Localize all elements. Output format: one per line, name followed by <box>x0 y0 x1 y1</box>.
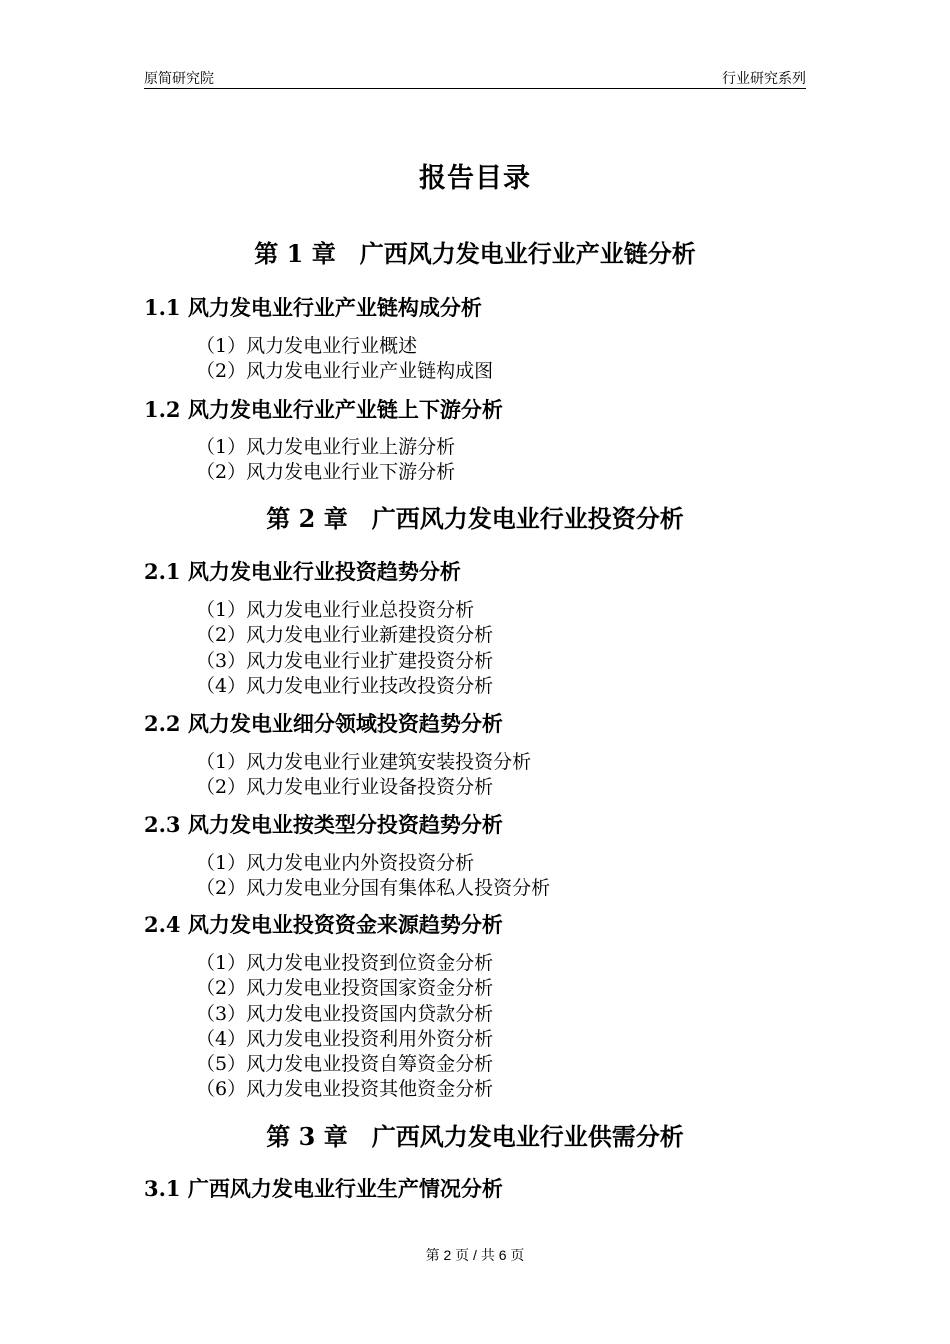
page-header <box>144 66 806 89</box>
toc-item: （6）风力发电业投资其他资金分析 <box>196 1078 494 1100</box>
section-2-2-heading: 2.2 风力发电业细分领域投资趋势分析 <box>144 711 503 736</box>
header-org: 原简研究院 <box>144 70 214 86</box>
toc-item: （1）风力发电业行业总投资分析 <box>196 599 475 621</box>
toc-item: （2）风力发电业行业产业链构成图 <box>196 360 494 382</box>
toc-item: （1）风力发电业行业建筑安装投资分析 <box>196 751 532 773</box>
section-3-1-heading: 3.1 广西风力发电业行业生产情况分析 <box>144 1176 503 1201</box>
toc-item: （3）风力发电业投资国内贷款分析 <box>196 1003 494 1025</box>
section-1-2-heading: 1.2 风力发电业行业产业链上下游分析 <box>144 397 503 422</box>
toc-item: （1）风力发电业投资到位资金分析 <box>196 952 494 974</box>
page-footer: 第 2 页 / 共 6 页 <box>425 1247 525 1263</box>
toc-item: （4）风力发电业投资利用外资分析 <box>196 1028 494 1050</box>
chapter-2-heading: 第 2 章 广西风力发电业行业投资分析 <box>266 504 684 533</box>
section-1-1-heading: 1.1 风力发电业行业产业链构成分析 <box>144 295 482 320</box>
toc-item: （5）风力发电业投资自筹资金分析 <box>196 1053 494 1075</box>
toc-item: （2）风力发电业行业下游分析 <box>196 461 456 483</box>
chapter-3-heading: 第 3 章 广西风力发电业行业供需分析 <box>266 1122 684 1151</box>
toc-item: （2）风力发电业行业新建投资分析 <box>196 624 494 646</box>
toc-item: （2）风力发电业行业设备投资分析 <box>196 776 494 798</box>
section-2-3-heading: 2.3 风力发电业按类型分投资趋势分析 <box>144 812 503 837</box>
page-title: 报告目录 <box>419 163 531 194</box>
section-2-1-heading: 2.1 风力发电业行业投资趋势分析 <box>144 559 461 584</box>
toc-item: （1）风力发电业行业上游分析 <box>196 436 456 458</box>
toc-item: （1）风力发电业行业概述 <box>196 335 418 357</box>
toc-item: （2）风力发电业分国有集体私人投资分析 <box>196 877 551 899</box>
toc-item: （4）风力发电业行业技改投资分析 <box>196 675 494 697</box>
header-series: 行业研究系列 <box>722 70 806 86</box>
toc-item: （3）风力发电业行业扩建投资分析 <box>196 650 494 672</box>
section-2-4-heading: 2.4 风力发电业投资资金来源趋势分析 <box>144 912 503 937</box>
toc-item: （1）风力发电业内外资投资分析 <box>196 852 475 874</box>
toc-item: （2）风力发电业投资国家资金分析 <box>196 977 494 999</box>
chapter-1-heading: 第 1 章 广西风力发电业行业产业链分析 <box>254 239 696 268</box>
